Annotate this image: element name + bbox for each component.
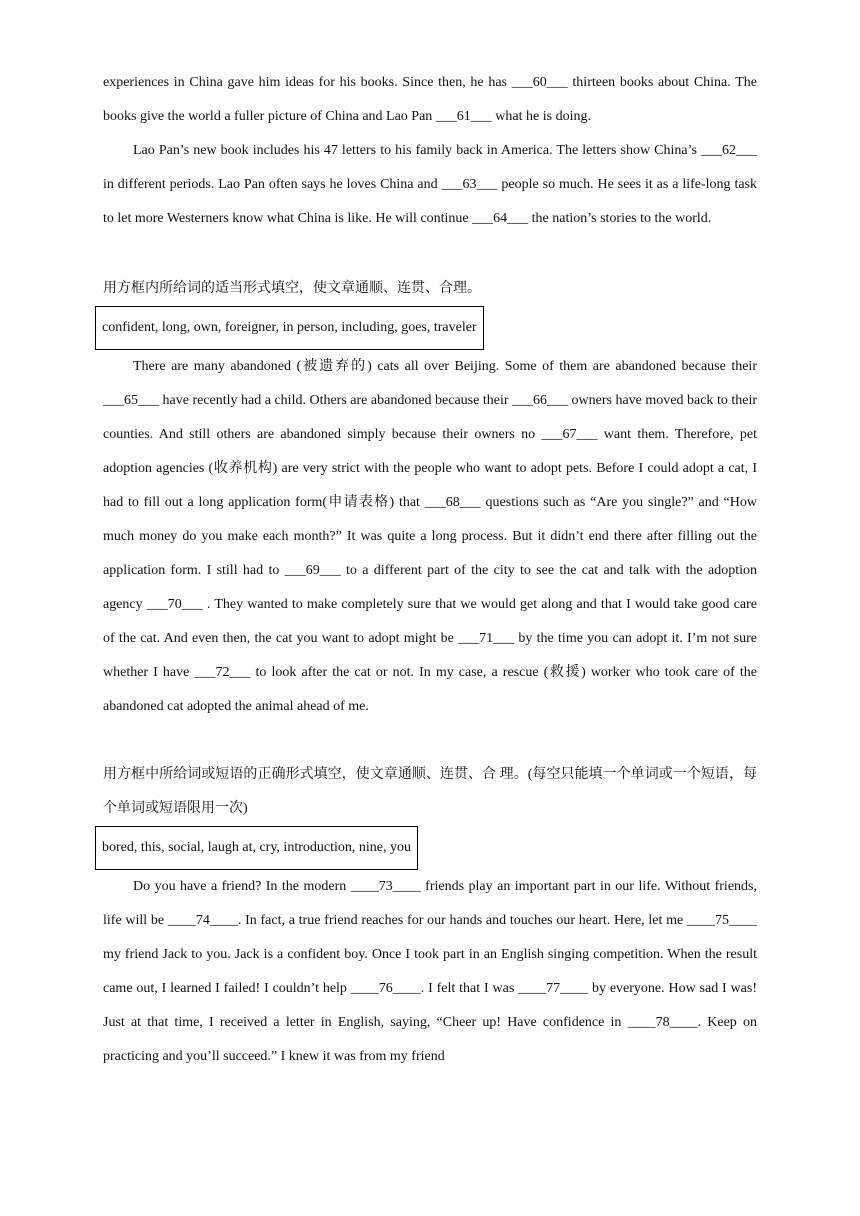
section3-word-box-row: [103, 826, 757, 870]
spacer: [103, 236, 757, 272]
section2-paragraph: There are many abandoned (被遗弃的) cats all over Beijing. Some of them are abandoned because their ___65___ have recently had a child. Others are abandoned because their ___66___ owners have moved back to their counties. And still others are abandoned simply because their owners no ___67___ want them. Therefore, pet adoption agencies (收养机构) are very strict with the people who want to adopt pets. Before I could adopt a cat, I had to fill out a long application form(申请表格) that ___68___ questions such as “Are you single?” and “How much money do you make each month?” It was quite a long process. But it didn’t end there after filling out the application form. I still had to ___69___ to a different part of the city to see the cat and talk with the adoption agency ___70___ . They wanted to make completely sure that we would get along and that I would take good care of the cat. And even then, the cat you want to adopt might be ___71___ by the time you can adopt it. I’m not sure whether I have ___72___ to look after the cat or not. In my case, a rescue (救援) worker who took care of the abandoned cat adopted the animal ahead of me.: [103, 359, 757, 714]
document-content: [103, 66, 757, 1074]
section3-instruction: 用方框中所给词或短语的正确形式填空，使文章通顺、连贯、合 理。(每空只能填一个单词或一个短语，每个单词或短语限用一次): [103, 767, 757, 816]
section3-paragraph: Do you have a friend? In the modern ____73____ friends play an important part in our life. Without friends, life will be ____74____. In fact, a true friend reaches for our hands and touches our heart. Here, let me ____75____ my friend Jack to you. Jack is a confident boy. Once I took part in an English singing competition. When the result came out, I learned I failed! I couldn’t help ____76____. I felt that I was ____77____ by everyone. How sad I was! Just at that time, I received a letter in English, saying, “Cheer up! Have confidence in ____78____. Keep on practicing and you’ll succeed.” I knew it was from my friend: [103, 879, 757, 1064]
section1-paragraph-1: experiences in China gave him ideas for his books. Since then, he has ___60___ thirteen books about China. The books give the world a fuller picture of China and Lao Pan ___61___ what he is doing.: [103, 75, 757, 124]
section3-word-box: bored, this, social, laugh at, cry, introduction, nine, you: [95, 826, 418, 870]
section2-word-box: confident, long, own, foreigner, in person, including, goes, traveler: [95, 306, 484, 350]
section2-instruction: 用方框内所给词的适当形式填空，使文章通顺、连贯、合理。: [103, 281, 481, 296]
section2-word-box-row: [103, 306, 757, 350]
section1-paragraph-2: Lao Pan’s new book includes his 47 letters to his family back in America. The letters show China’s ___62___ in different periods. Lao Pan often says he loves China and ___63___ people so much. He sees it as a life-long task to let more Westerners know what China is like. He will continue ___64___ the nation’s stories to the world.: [103, 143, 757, 226]
spacer: [103, 724, 757, 758]
